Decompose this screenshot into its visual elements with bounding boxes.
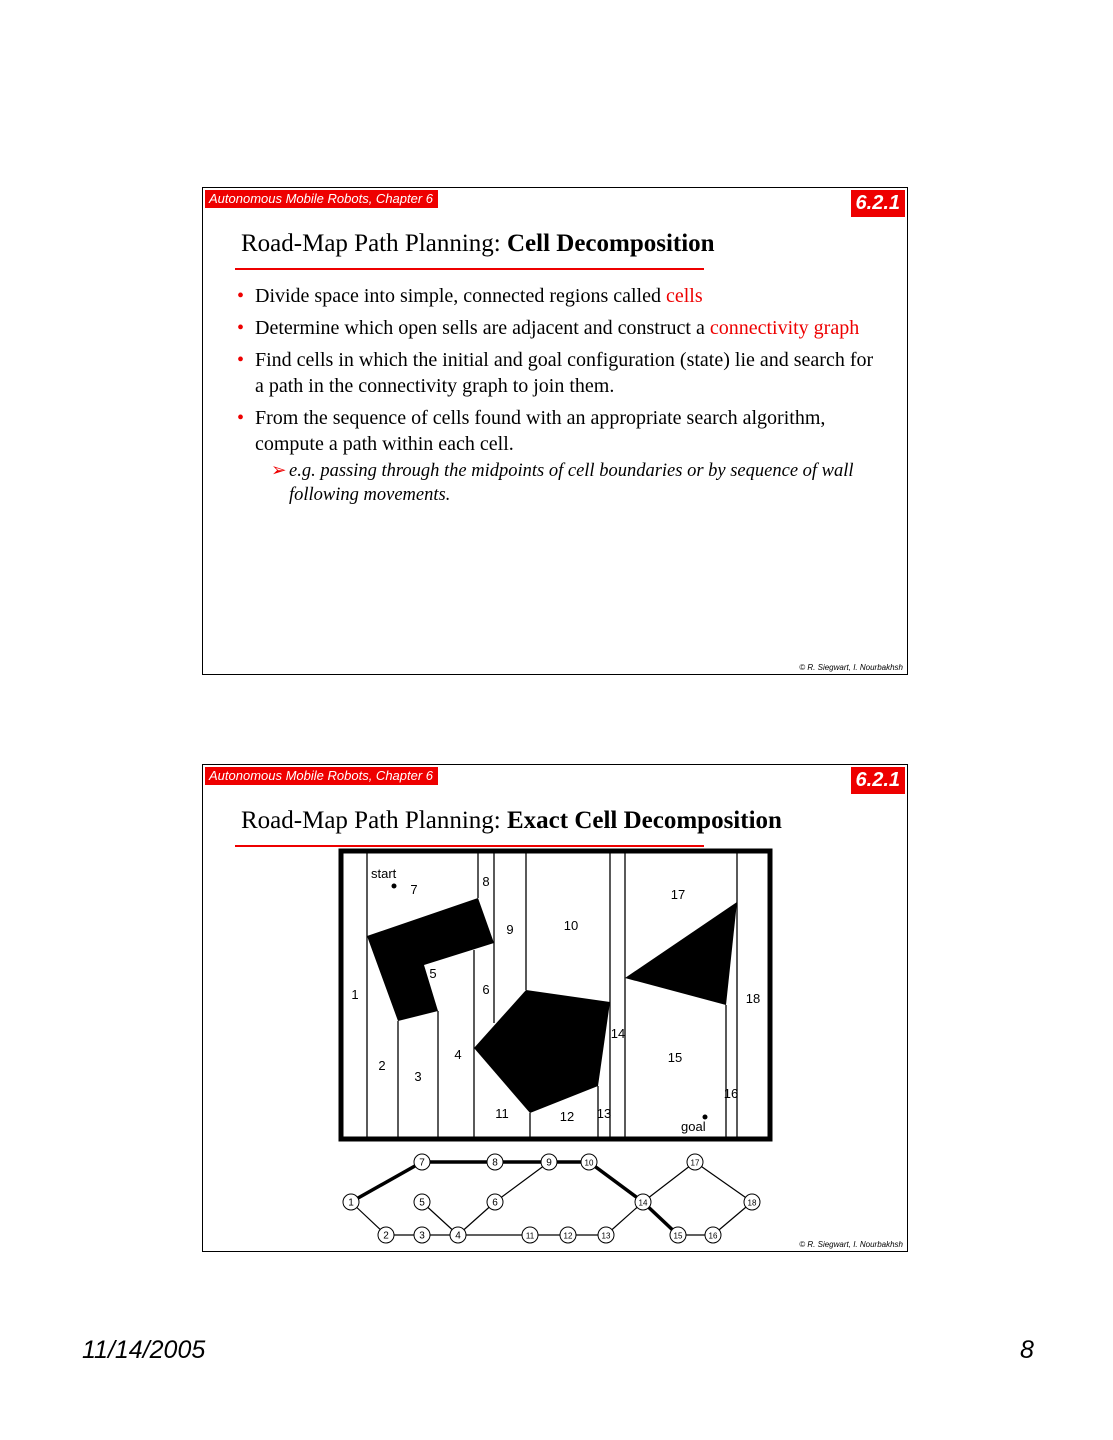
cell-label: 17	[670, 887, 686, 902]
graph-node-label: 18	[747, 1198, 757, 1208]
title-plain: Road-Map Path Planning:	[241, 230, 507, 257]
graph-node-label: 16	[708, 1231, 718, 1241]
graph-node-label: 6	[492, 1197, 498, 1209]
cell-label: 9	[506, 922, 514, 937]
graph-node-label: 8	[492, 1157, 498, 1169]
cell-label: 1	[351, 987, 359, 1002]
title-bold: Cell Decomposition	[506, 230, 715, 257]
title-underline	[235, 268, 704, 270]
graph-edge	[695, 1162, 752, 1202]
title-bold: Exact Cell Decomposition	[506, 807, 782, 834]
graph-node-label: 5	[419, 1197, 425, 1209]
graph-edge	[643, 1162, 695, 1202]
graph-node-label: 9	[546, 1157, 552, 1169]
arrow-bullet-icon: ➢	[271, 461, 287, 481]
bullet: • Divide space into simple, connected regions called cells	[237, 285, 703, 307]
graph-node-label: 11	[525, 1231, 535, 1241]
start-label: start	[371, 866, 397, 881]
copyright: © R. Siegwart, I. Nourbakhsh	[799, 663, 903, 672]
slide-header: Autonomous Mobile Robots, Chapter 6	[205, 190, 438, 208]
bullet: • Find cells in which the initial and goal configuration (state) lie and search for a path in the connectivity graph to join them.	[237, 349, 874, 397]
graph-edge	[495, 1162, 549, 1202]
graph-node-label: 1	[348, 1197, 354, 1209]
path-edge	[351, 1162, 422, 1202]
cell-label: 15	[667, 1050, 683, 1065]
graph-node-label: 10	[584, 1158, 594, 1168]
slide-title	[241, 807, 782, 835]
cell-label: 5	[429, 966, 437, 981]
cell-label: 2	[378, 1058, 386, 1073]
cell-label: 12	[559, 1109, 575, 1124]
cell-label: 8	[482, 874, 490, 889]
graph-node-label: 2	[383, 1230, 389, 1242]
slide-title	[241, 230, 715, 258]
graph-node-label: 7	[419, 1157, 425, 1169]
copyright: © R. Siegwart, I. Nourbakhsh	[799, 1240, 903, 1249]
graph-node-label: 3	[419, 1230, 425, 1242]
bullet: • From the sequence of cells found with an appropriate search algorithm, compute a path within each cell.	[237, 407, 826, 455]
graph-node-label: 14	[638, 1198, 648, 1208]
slide-header: Autonomous Mobile Robots, Chapter 6	[205, 767, 438, 785]
path-edge	[589, 1162, 643, 1202]
cell-label: 18	[745, 991, 761, 1006]
goal-label: goal	[681, 1119, 706, 1134]
cell-label: 4	[454, 1047, 462, 1062]
section-number: 6.2.1	[851, 767, 905, 794]
graph-node-label: 13	[601, 1231, 611, 1241]
cell-label: 3	[414, 1069, 422, 1084]
cell-label: 16	[723, 1086, 739, 1101]
title-underline	[235, 845, 704, 847]
connectivity-graph	[338, 1145, 774, 1250]
slide-1	[202, 187, 908, 675]
graph-node-label: 12	[563, 1231, 573, 1241]
title-plain: Road-Map Path Planning:	[241, 807, 507, 834]
graph-node-label: 17	[690, 1158, 700, 1168]
sub-bullet: ➢ e.g. passing through the midpoints of cell boundaries or by sequence of wall following movements.	[271, 461, 854, 505]
cell-label: 14	[610, 1026, 626, 1041]
bullet: • Determine which open sells are adjacent and construct a connectivity graph	[237, 317, 860, 339]
start-point	[392, 884, 397, 889]
footer-date: 11/14/2005	[82, 1336, 206, 1364]
section-number: 6.2.1	[851, 190, 905, 217]
bullet-list	[237, 283, 877, 507]
cell-decomposition-map	[338, 848, 774, 1143]
cell-label: 7	[410, 882, 418, 897]
cell-label: 10	[563, 918, 579, 933]
cell-label: 6	[482, 982, 490, 997]
graph-node-label: 15	[673, 1231, 683, 1241]
graph-node-label: 4	[455, 1230, 461, 1242]
cell-label: 11	[495, 1106, 509, 1121]
cell-label: 13	[596, 1106, 612, 1121]
page-number: 8	[1020, 1336, 1034, 1364]
